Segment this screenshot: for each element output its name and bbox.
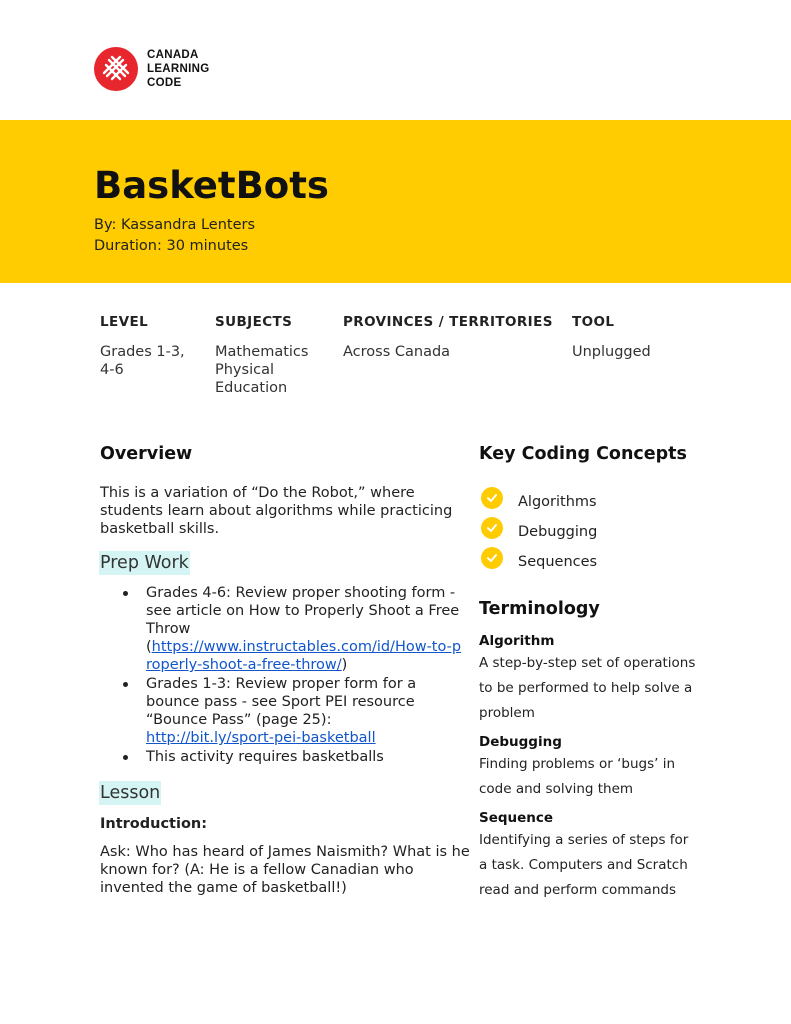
prep-link-line [146, 656, 468, 674]
provinces-value [343, 343, 553, 361]
overview-text [100, 484, 460, 538]
check-circle-icon [481, 547, 503, 569]
duration-line: Duration: 30 minutes [94, 238, 249, 254]
introduction-text [100, 843, 470, 897]
prep-link-line [146, 638, 468, 656]
ask-line: invented the game of basketball!) [100, 880, 347, 896]
overview-line: This is a variation of “Do the Robot,” where [100, 485, 415, 501]
terminology-heading: Terminology [479, 599, 600, 619]
key-concepts-heading: Key Coding Concepts [479, 444, 687, 464]
prep-line: bounce pass - see Sport PEI resource [146, 694, 415, 710]
subjects-heading: SUBJECTS [215, 314, 293, 330]
lesson-heading: Lesson [100, 783, 161, 803]
sport-pei-link[interactable]: http://bit.ly/sport-pei-basketball [146, 730, 376, 746]
provinces-line: Across Canada [343, 344, 451, 360]
logo-line: CODE [147, 77, 182, 89]
level-heading: LEVEL [100, 314, 149, 330]
logo-mark-icon [94, 47, 138, 91]
ask-line: Ask: Who has heard of James Naismith? What is he [100, 844, 470, 860]
ask-line: known for? (A: He is a fellow Canadian who [100, 862, 414, 878]
tool-line: Unplugged [572, 344, 651, 360]
term-sequence [479, 808, 709, 903]
prep-work-heading: Prep Work [100, 553, 189, 573]
level-column [100, 313, 185, 379]
concept-item [481, 487, 597, 517]
subjects-value [215, 343, 308, 397]
concept-label: Algorithms [518, 494, 597, 510]
concept-list [481, 487, 597, 577]
concept-label: Debugging [518, 524, 598, 540]
level-line: Grades 1-3, [100, 344, 185, 360]
instructables-link[interactable]: https://www.instructables.com/id/How-to-p [151, 639, 462, 655]
logo-line: CANADA [147, 49, 199, 61]
page-title: BasketBots [94, 164, 329, 207]
prep-line: Grades 1-3: Review proper form for a [146, 676, 417, 692]
level-line: 4-6 [100, 362, 124, 378]
instructables-link-continued[interactable]: roperly-shoot-a-free-throw/ [146, 657, 342, 673]
definition-line: Identifying a series of steps for [479, 832, 689, 848]
definition-line: Finding problems or ‘bugs’ in [479, 756, 676, 772]
introduction-heading: Introduction: [100, 816, 208, 832]
check-circle-icon [481, 517, 503, 539]
logo [94, 47, 209, 91]
term-definition [479, 752, 709, 802]
definition-line: A step-by-step set of operations [479, 655, 696, 671]
definition-line: read and perform commands [479, 882, 676, 898]
logo-line: LEARNING [147, 63, 210, 75]
subjects-line: Mathematics [215, 344, 309, 360]
term-name: Sequence [479, 810, 554, 826]
prep-link-line [146, 729, 468, 747]
subjects-column [215, 313, 308, 397]
concept-item [481, 547, 597, 577]
prep-line: Throw [146, 621, 191, 637]
overview-line: basketball skills. [100, 521, 220, 537]
definition-line: a task. Computers and Scratch [479, 857, 688, 873]
subjects-line: Physical [215, 362, 274, 378]
tool-heading: TOOL [572, 314, 615, 330]
concept-label: Sequences [518, 554, 598, 570]
definition-line: code and solving them [479, 781, 634, 797]
provinces-heading: PROVINCES / TERRITORIES [343, 314, 553, 330]
prep-line: Grades 4-6: Review proper shooting form - [146, 585, 456, 601]
logo-wordmark [147, 48, 209, 90]
provinces-column [343, 313, 553, 361]
level-value [100, 343, 185, 379]
tool-value [572, 343, 651, 361]
tool-column [572, 313, 651, 361]
check-circle-icon [481, 487, 503, 509]
concept-item [481, 517, 597, 547]
term-algorithm [479, 631, 709, 726]
term-name: Debugging [479, 734, 562, 750]
prep-work-list [120, 584, 468, 767]
definition-line: to be performed to help solve a [479, 680, 693, 696]
term-definition [479, 651, 709, 726]
term-name: Algorithm [479, 633, 555, 649]
paren: ( [146, 639, 152, 655]
prep-line: see article on How to Properly Shoot a Free [146, 603, 460, 619]
overview-heading: Overview [100, 444, 193, 464]
prep-line: This activity requires basketballs [146, 749, 384, 765]
author-line: By: Kassandra Lenters [94, 217, 256, 233]
prep-line: “Bounce Pass” (page 25): [146, 712, 332, 728]
definition-line: problem [479, 705, 535, 721]
list-item [120, 748, 468, 766]
overview-line: students learn about algorithms while practicing [100, 503, 453, 519]
list-item [120, 584, 468, 674]
term-debugging [479, 732, 709, 802]
list-item [120, 675, 468, 747]
term-definition [479, 828, 709, 903]
subjects-line: Education [215, 380, 288, 396]
paren: ) [341, 657, 348, 673]
